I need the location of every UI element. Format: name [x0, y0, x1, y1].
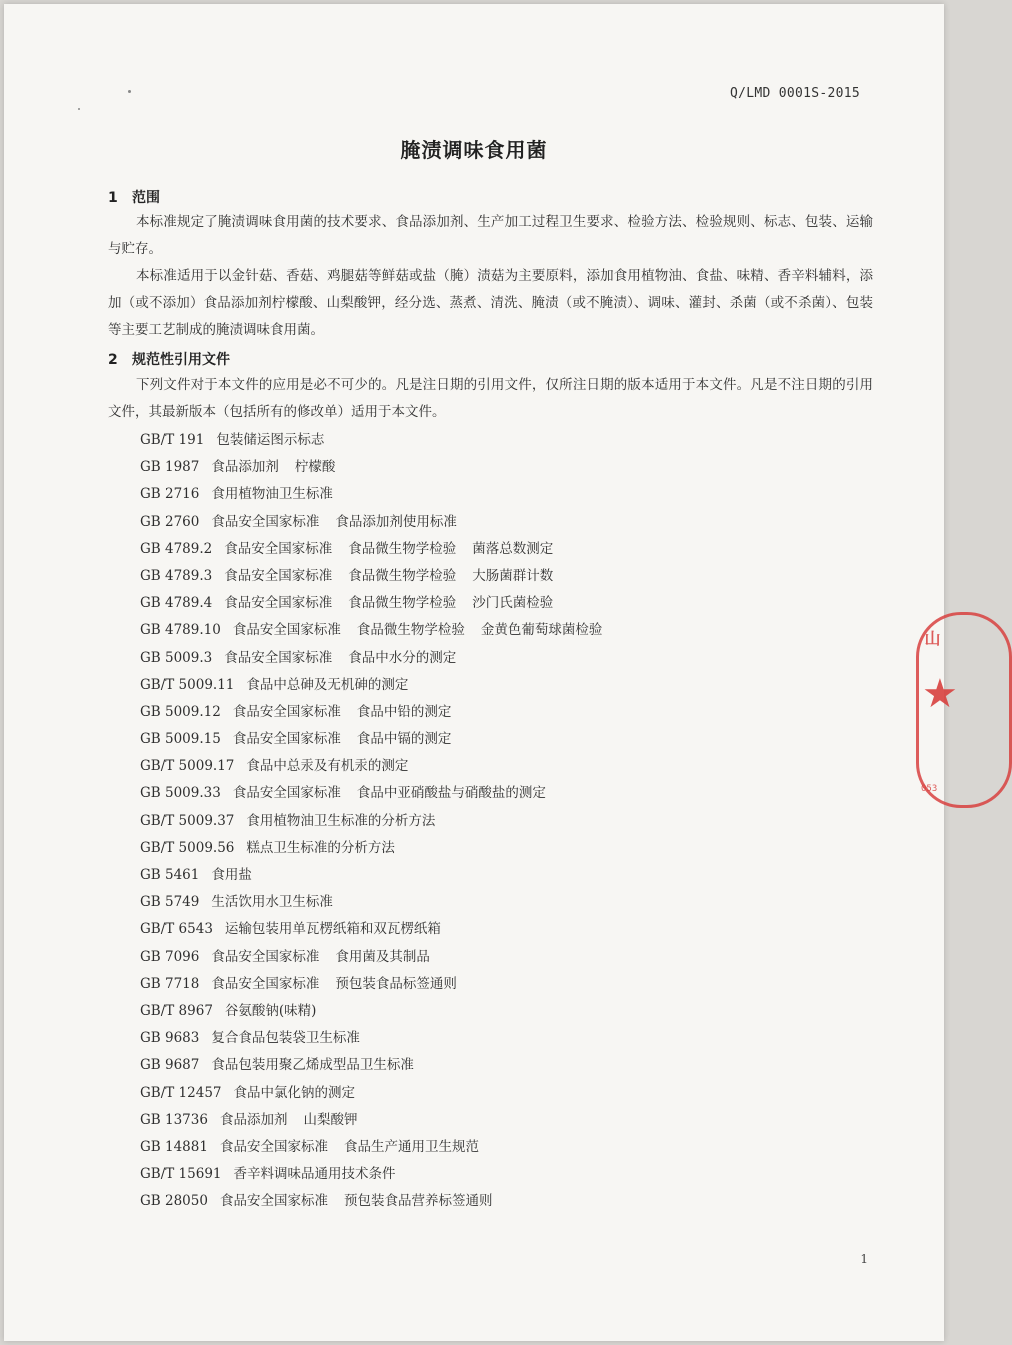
reference-code: GB/T 5009.11 — [140, 676, 235, 693]
reference-code: GB 5009.15 — [140, 731, 221, 748]
reference-title: 食用盐 — [211, 867, 252, 883]
reference-code: GB/T 12457 — [140, 1084, 222, 1101]
reference-title: 食品安全国家标准 — [219, 1138, 328, 1155]
reference-title: 食品中镉的测定 — [356, 731, 452, 748]
reference-item — [140, 916, 618, 943]
reference-title: 大肠菌群计数 — [472, 567, 554, 584]
reference-code: GB 5749 — [140, 894, 200, 911]
reference-title: 包装储运图示标志 — [216, 432, 325, 448]
document-title: 腌渍调味食用菌 — [400, 138, 548, 162]
reference-title: 食品安全国家标准 — [224, 595, 333, 612]
reference-code: GB 1987 — [140, 459, 200, 476]
reference-title: 食用植物油卫生标准的分析方法 — [246, 812, 436, 829]
reference-title: 金黄色葡萄球菌检验 — [480, 622, 603, 639]
reference-code: GB 5009.12 — [140, 703, 221, 720]
references-intro-paragraph: 下列文件对于本文件的应用是必不可少的。凡是注日期的引用文件，仅所注日期的版本适用于本文件。凡是不注日期的引用文件，其最新版本（包括所有的修改单）适用于本文件。 — [108, 377, 873, 420]
reference-code: GB 5461 — [140, 867, 200, 883]
section-title: 规范性引用文件 — [132, 352, 230, 368]
page-number: 1 — [860, 1252, 868, 1266]
reference-item — [140, 971, 618, 998]
reference-title: 食品添加剂使用标准 — [335, 513, 457, 530]
reference-item — [140, 1052, 618, 1079]
scope-paragraph-2: 本标准适用于以金针菇、香菇、鸡腿菇等鲜菇或盐（腌）渍菇为主要原料，添加食用植物油、食盐、味精、香辛料辅料，添加（或不添加）食品添加剂柠檬酸、山梨酸钾，经分选、蒸煮、清洗、腌渍（或不腌渍）、调味、灌封、杀菌（或不杀菌）、包装等主要工艺制成的腌渍调味食用菌。 — [108, 268, 873, 338]
reference-code: GB/T 5009.37 — [140, 812, 235, 829]
reference-item — [140, 835, 618, 862]
reference-item — [140, 427, 618, 454]
reference-item — [140, 1107, 618, 1134]
reference-title: 食品中铅的测定 — [356, 703, 452, 720]
reference-title: 食品中总砷及无机砷的测定 — [246, 676, 409, 693]
reference-code: GB 9683 — [140, 1030, 200, 1047]
reference-code: GB 14881 — [140, 1138, 208, 1155]
reference-item — [140, 563, 618, 590]
reference-title: 食品中亚硝酸盐与硝酸盐的测定 — [356, 785, 546, 802]
reference-code: GB 4789.2 — [140, 540, 213, 557]
reference-title: 食品安全国家标准 — [232, 785, 341, 802]
reference-item — [140, 699, 618, 726]
section-number: 1 — [108, 190, 118, 206]
section-title: 范围 — [132, 190, 160, 206]
reference-item — [140, 889, 618, 916]
reference-item — [140, 536, 618, 563]
reference-item — [140, 1161, 618, 1188]
reference-title: 食品安全国家标准 — [232, 622, 341, 639]
reference-title: 糕点卫生标准的分析方法 — [246, 839, 395, 856]
reference-item — [140, 862, 618, 889]
reference-title: 食品中氯化钠的测定 — [233, 1084, 355, 1101]
reference-code: GB 2716 — [140, 486, 200, 503]
reference-title: 香辛料调味品通用技术条件 — [233, 1166, 396, 1183]
reference-title: 食品添加剂 — [219, 1111, 288, 1128]
reference-title: 食品安全国家标准 — [232, 703, 341, 720]
scope-paragraph-1: 本标准规定了腌渍调味食用菌的技术要求、食品添加剂、生产加工过程卫生要求、检验方法、检验规则、标志、包装、运输与贮存。 — [108, 214, 873, 257]
scan-speck — [78, 108, 80, 110]
reference-title: 谷氨酸钠(味精) — [224, 1002, 317, 1019]
reference-code: GB 7718 — [140, 975, 200, 992]
scan-speck — [128, 90, 131, 93]
reference-title: 复合食品包装袋卫生标准 — [211, 1030, 360, 1047]
reference-title: 食品安全国家标准 — [211, 975, 320, 992]
reference-item — [140, 780, 618, 807]
reference-code: GB 13736 — [140, 1111, 208, 1128]
reference-code: GB 5009.3 — [140, 649, 213, 666]
reference-title: 山梨酸钾 — [303, 1111, 358, 1128]
reference-item — [140, 590, 618, 617]
reference-title: 生活饮用水卫生标准 — [211, 894, 333, 911]
reference-code: GB/T 5009.17 — [140, 758, 235, 775]
reference-code: GB 4789.4 — [140, 595, 213, 612]
reference-title: 食品安全国家标准 — [224, 567, 333, 584]
standard-number: Q/LMD 0001S-2015 — [729, 86, 860, 101]
reference-title: 食品安全国家标准 — [232, 731, 341, 748]
reference-title: 食品微生物学检验 — [356, 622, 465, 639]
reference-title: 食品中总汞及有机汞的测定 — [246, 758, 409, 775]
reference-title: 食品安全国家标准 — [224, 649, 333, 666]
reference-list — [140, 427, 618, 1215]
reference-item — [140, 454, 618, 481]
reference-code: GB 4789.10 — [140, 622, 221, 639]
reference-title: 食品生产通用卫生规范 — [343, 1138, 479, 1155]
reference-item — [140, 1188, 618, 1215]
reference-title: 食品微生物学检验 — [348, 595, 457, 612]
section-number: 2 — [108, 352, 118, 368]
reference-title: 食用菌及其制品 — [335, 948, 430, 965]
reference-title: 食品安全国家标准 — [219, 1193, 328, 1210]
reference-title: 食品微生物学检验 — [348, 567, 457, 584]
reference-item — [140, 726, 618, 753]
reference-item — [140, 998, 618, 1025]
reference-code: GB/T 6543 — [140, 921, 213, 938]
reference-item — [140, 481, 618, 508]
reference-item — [140, 1080, 618, 1107]
reference-title: 沙门氏菌检验 — [472, 595, 554, 612]
reference-item — [140, 944, 618, 971]
reference-code: GB 7096 — [140, 948, 200, 965]
reference-code: GB 2760 — [140, 513, 200, 530]
reference-title: 运输包装用单瓦楞纸箱和双瓦楞纸箱 — [224, 921, 441, 938]
reference-code: GB/T 8967 — [140, 1002, 213, 1019]
red-seal-code: 053 — [921, 784, 938, 794]
reference-code: GB/T 5009.56 — [140, 839, 235, 856]
reference-item — [140, 509, 618, 536]
reference-title: 食品中水分的测定 — [348, 649, 457, 666]
reference-title: 食用植物油卫生标准 — [211, 486, 333, 503]
reference-title: 食品微生物学检验 — [348, 540, 457, 557]
section-heading-references — [108, 349, 230, 369]
reference-item — [140, 617, 618, 644]
reference-code: GB/T 15691 — [140, 1166, 222, 1183]
reference-title: 食品安全国家标准 — [224, 540, 333, 557]
reference-title: 预包装食品标签通则 — [335, 975, 457, 992]
reference-code: GB 28050 — [140, 1193, 208, 1210]
reference-title: 柠檬酸 — [294, 459, 336, 476]
document-page — [4, 4, 958, 1341]
reference-item — [140, 1134, 618, 1161]
section-heading-scope — [108, 187, 160, 207]
reference-item — [140, 1025, 618, 1052]
reference-item — [140, 672, 618, 699]
star-icon: ★ — [922, 671, 958, 717]
reference-title: 预包装食品营养标签通则 — [343, 1193, 493, 1210]
red-seal-text: 山 — [922, 630, 941, 646]
reference-item — [140, 808, 618, 835]
reference-code: GB/T 191 — [140, 432, 205, 448]
reference-title: 食品添加剂 — [211, 459, 279, 476]
reference-code: GB 9687 — [140, 1057, 200, 1074]
reference-title: 食品安全国家标准 — [211, 513, 320, 530]
reference-title: 菌落总数测定 — [472, 540, 554, 557]
reference-code: GB 5009.33 — [140, 785, 221, 802]
reference-code: GB 4789.3 — [140, 567, 213, 584]
reference-title: 食品安全国家标准 — [211, 948, 320, 965]
reference-title: 食品包装用聚乙烯成型品卫生标准 — [211, 1057, 414, 1074]
reference-item — [140, 753, 618, 780]
reference-item — [140, 645, 618, 672]
